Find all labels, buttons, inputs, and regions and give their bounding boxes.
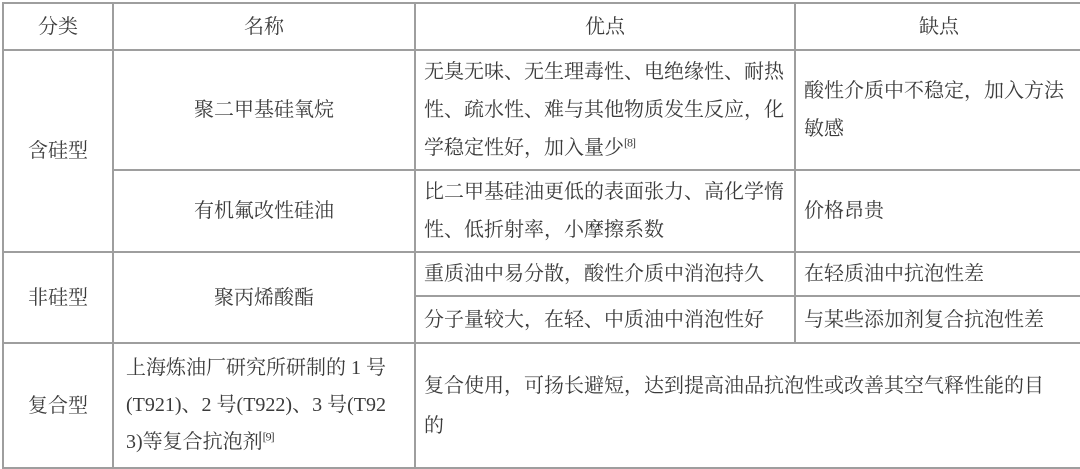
col-header-advantages-label: 优点 <box>585 15 625 38</box>
table-row <box>3 170 1080 252</box>
cell-name-fluorosilicone <box>113 170 415 252</box>
advantage-composite-text: 复合使用，可扬长避短，达到提高油品抗泡性或改善其空气释性能的目的 <box>424 374 1044 437</box>
col-header-name <box>113 3 415 50</box>
name-polyacrylate-label: 聚丙烯酸酯 <box>214 286 314 309</box>
advantage-polyacrylate-2-text: 分子量较大，在轻、中质油中消泡性好 <box>424 308 764 331</box>
col-header-category <box>3 3 113 50</box>
disadvantage-polyacrylate-1-text: 在轻质油中抗泡性差 <box>804 263 984 285</box>
cell-disadvantage-polyacrylate-2 <box>795 296 1080 343</box>
citation-ref-9: [9] <box>262 429 274 444</box>
category-non-silicone-label: 非硅型 <box>28 286 88 309</box>
header-row <box>3 3 1080 50</box>
advantage-polyacrylate-1-text: 重质油中易分散，酸性介质中消泡持久 <box>424 263 764 285</box>
col-header-disadvantages <box>795 3 1080 50</box>
col-header-category-label: 分类 <box>38 15 78 38</box>
col-header-name-label: 名称 <box>244 15 284 38</box>
name-fluorosilicone-label: 有机氟改性硅油 <box>194 200 334 222</box>
table-row <box>3 50 1080 170</box>
col-header-disadvantages-label: 缺点 <box>919 15 959 38</box>
name-pdms-label: 聚二甲基硅氧烷 <box>194 99 334 121</box>
cell-advantage-polyacrylate-1 <box>415 252 795 296</box>
table-row <box>3 343 1080 468</box>
advantage-fluorosilicone-text: 比二甲基硅油更低的表面张力、高化学惰性、低折射率，小摩擦系数 <box>424 181 784 241</box>
citation-ref-8: [8] <box>624 135 635 150</box>
antifoam-agents-table <box>2 2 1080 469</box>
cell-disadvantage-polyacrylate-1 <box>795 252 1080 296</box>
cell-name-composite <box>113 343 415 468</box>
category-silicone-label: 含硅型 <box>28 140 88 162</box>
category-composite-label: 复合型 <box>28 394 88 417</box>
advantage-pdms-text: 无臭无味、无生理毒性、电绝缘性、耐热性、疏水性、难与其他物质发生反应，化学稳定性好，加入量少 <box>424 61 784 159</box>
name-composite-text: 上海炼油厂研究所研制的 1 号(T921)、2 号(T922)、3 号(T923)等复合抗泡剂 <box>126 357 386 453</box>
cell-category-composite <box>3 343 113 468</box>
cell-advantage-composite <box>415 343 1080 468</box>
col-header-advantages <box>415 3 795 50</box>
cell-disadvantage-pdms <box>795 50 1080 170</box>
disadvantage-polyacrylate-2-text: 与某些添加剂复合抗泡性差 <box>804 308 1044 331</box>
cell-advantage-fluorosilicone <box>415 170 795 252</box>
table-row <box>3 252 1080 296</box>
cell-advantage-polyacrylate-2 <box>415 296 795 343</box>
cell-advantage-pdms <box>415 50 795 170</box>
cell-name-pdms <box>113 50 415 170</box>
disadvantage-fluorosilicone-text: 价格昂贵 <box>804 200 884 222</box>
disadvantage-pdms-text: 酸性介质中不稳定，加入方法敏感 <box>804 80 1064 140</box>
cell-category-silicone <box>3 50 113 252</box>
cell-name-polyacrylate <box>113 252 415 343</box>
cell-category-non-silicone <box>3 252 113 343</box>
cell-disadvantage-fluorosilicone <box>795 170 1080 252</box>
